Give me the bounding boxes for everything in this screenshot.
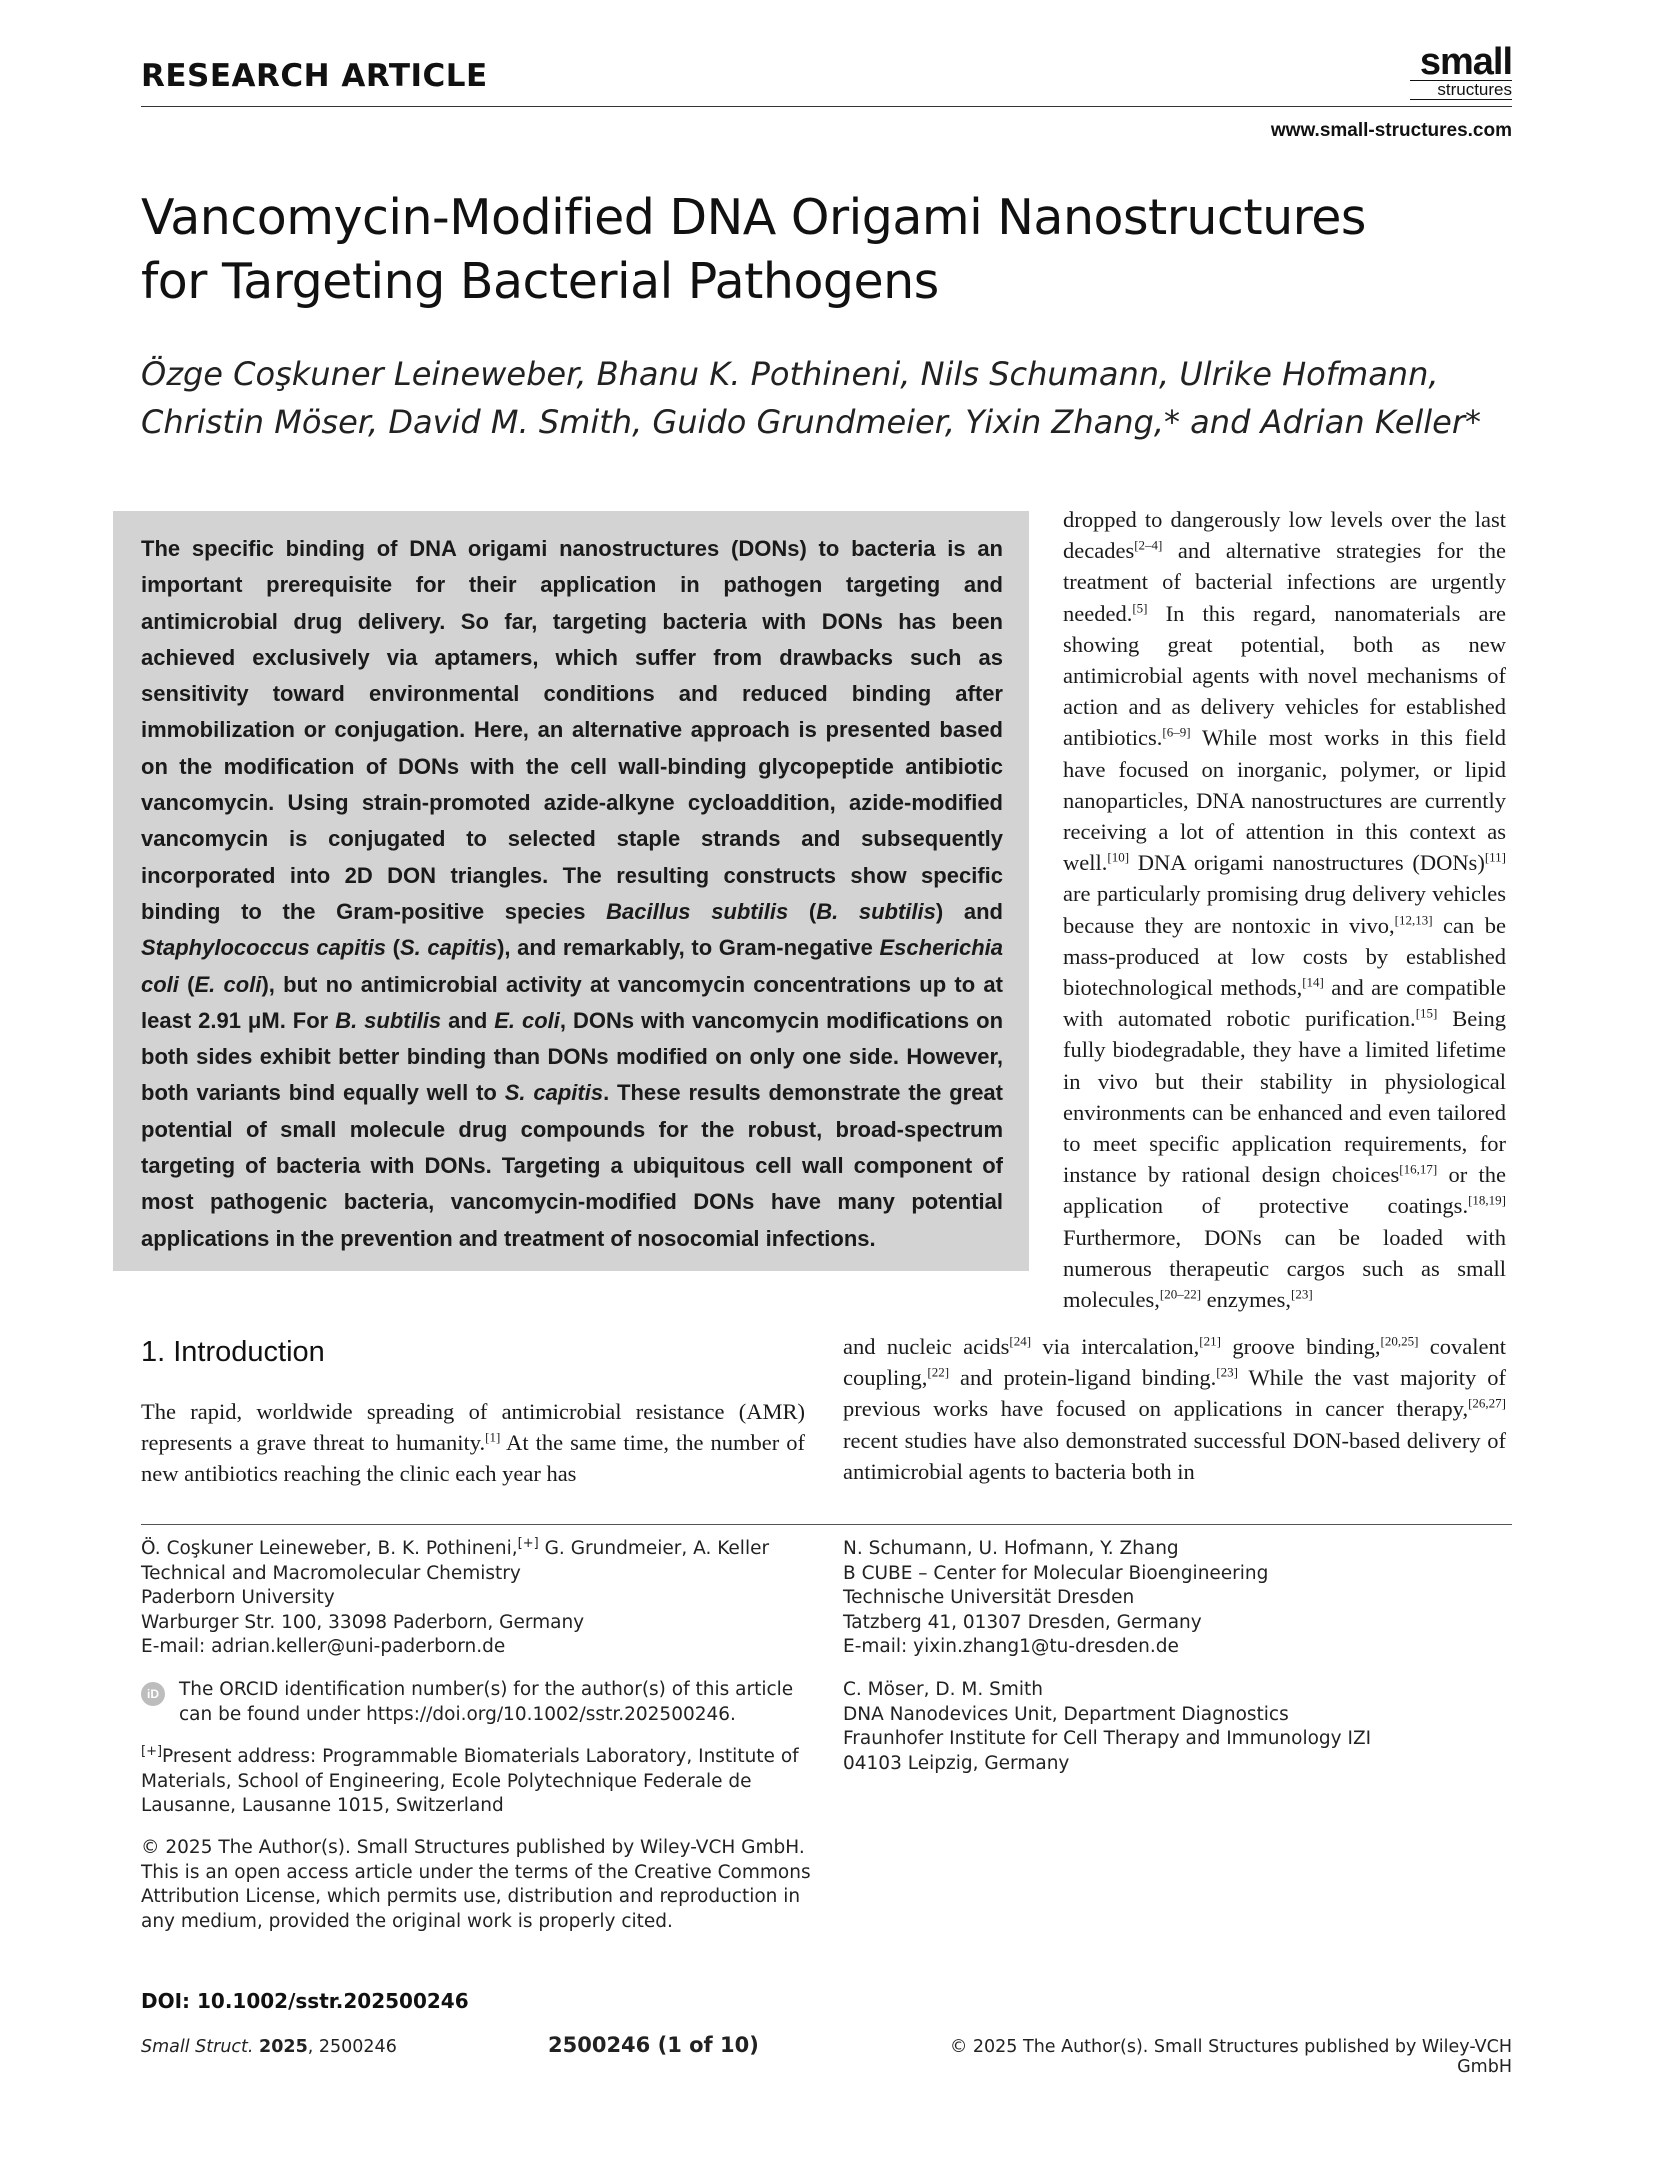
citation[interactable]: [22] (927, 1364, 950, 1380)
citation[interactable]: [14] (1302, 974, 1324, 990)
body-paragraph: dropped to dangerously low levels over the last decades[2–4] and alternative strategies for the treatment of bacterial infections are urgently needed.[5] In this regard, nanomaterials are showing great potential, both as new antimicrobial agents with novel mechanisms of action and as delivery vehicles for established antibiotics.[6–9] While most works in this field have focused on inorganic, polymer, or lipid nanoparticles, DNA nanostructures are currently receiving a lot of attention in this context as well.[10] DNA origami nanostructures (DONs)[11] are particularly promising drug delivery vehicles because they are nontoxic in vivo,[12,13] can be mass-produced at low costs by established biotechnological methods,[14] and are compatible with automated robotic purification.[15] Being fully biodegradable, they have a limited lifetime in vivo but their stability in physiological environments can be enhanced and even tailored to meet specific application requirements, for instance by rational design choices[16,17] or the application of protective coatings.[18,19] Furthermore, DONs can be loaded with numerous therapeutic cargos such as small molecules,[20–22] enzymes,[23] (1063, 507, 1506, 1313)
orcid-link[interactable]: can be found under https://doi.org/10.1002/sstr.202500246. (179, 1703, 736, 1725)
body-paragraph: and nucleic acids[24] via intercalation,[21] groove binding,[20,25] covalent coupling,[22] and protein-ligand binding.[23] While the vast majority of previous works have focused on applications in cancer therapy,[26,27] recent studies have also demonstrated successful DON-based delivery of antimicrobial agents to bacteria both in (843, 1333, 1507, 1484)
page-number: 2500246 (1 of 10) (548, 2033, 759, 2057)
affiliation-line: Paderborn University (141, 1587, 335, 1608)
license-line: Attribution License, which permits use, distribution and reproduction in (141, 1886, 801, 1907)
logo-small-text: small (1419, 41, 1512, 83)
article-title (141, 186, 1441, 314)
abstract (141, 531, 1003, 1257)
citation[interactable]: [24] (1009, 1333, 1032, 1349)
citation[interactable]: [5] (1132, 600, 1148, 616)
right-column-text-top (1063, 504, 1506, 1315)
affiliation-line: 04103 Leipzig, Germany (843, 1752, 1070, 1774)
orcid-line: The ORCID identification number(s) for the author(s) of this article (179, 1679, 794, 1700)
citation[interactable]: [6–9] (1162, 724, 1191, 740)
footer-citation: Small Struct. 2025, 2500246 (141, 2037, 397, 2057)
present-address-line: Materials, School of Engineering, Ecole Polytechnique Federale de (141, 1770, 752, 1792)
citation[interactable]: [21] (1199, 1333, 1221, 1349)
affiliation-line: DNA Nanodevices Unit, Department Diagnostics (843, 1703, 1289, 1725)
citation[interactable]: [12,13] (1394, 912, 1433, 928)
affiliation-rule (141, 1524, 1512, 1525)
email-link[interactable]: E-mail: yixin.zhang1@tu-dresden.de (843, 1636, 1179, 1657)
abstract-paragraph: The specific binding of DNA origami nanostructures (DONs) to bacteria is an important prerequisite for their application in pathogen targeting and antimicrobial drug delivery. So far, targeting bacteria with DONs has been achieved exclusively via aptamers, which suffer from drawbacks such as sensitivity toward environmental conditions and reduced binding after immobilization or conjugation. Here, an alternative approach is presented based on the modification of DONs with the cell wall-binding glycopeptide antibiotic vancomycin. Using strain-promoted azide-alkyne cycloaddition, azide-modified vancomycin is conjugated to selected staple strands and subsequently incorporated into 2D DON triangles. The resulting constructs show specific binding to the Gram-positive species Bacillus subtilis (B. subtilis) and Staphylococcus capitis (S. capitis), and remarkably, to Gram-negative Escherichia coli (E. coli), but no antimicrobial activity at vancomycin concentrations up to at least 2.91 μM. For B. subtilis and E. coli, DONs with vancomycin modifications on both sides exhibit better binding than DONs modified on only one side. However, both variants bind equally well to S. capitis. These results demonstrate the great potential of small molecule drug compounds for the robust, broad-spectrum targeting of bacteria with DONs. Targeting a ubiquitous cell wall component of most pathogenic bacteria, vancomycin-modified DONs have many potential applications in the prevention and treatment of nosocomial infections. (141, 536, 1004, 1251)
right-column-text-bottom (843, 1331, 1506, 1487)
introduction-text (141, 1396, 805, 1490)
citation[interactable]: [26,27] (1468, 1395, 1506, 1411)
citation[interactable]: [15] (1415, 1005, 1438, 1021)
authors-line-2: Christin Möser, David M. Smith, Guido Grundmeier, Yixin Zhang,* and Adrian Keller* (141, 403, 1482, 441)
citation[interactable]: [23] (1216, 1364, 1238, 1380)
affiliation-line: C. Möser, D. M. Smith (843, 1679, 1043, 1700)
citation[interactable]: [2–4] (1134, 537, 1163, 553)
email-link[interactable]: E-mail: adrian.keller@uni-paderborn.de (141, 1636, 506, 1657)
affiliation-line: Technische Universität Dresden (843, 1587, 1135, 1608)
present-address-line: [+]Present address: Programmable Biomaterials Laboratory, Institute of (141, 1743, 799, 1767)
journal-logo (1410, 41, 1512, 100)
affiliation-line: N. Schumann, U. Hofmann, Y. Zhang (843, 1538, 1179, 1559)
affiliation-line: Fraunhofer Institute for Cell Therapy and Immunology IZI (843, 1728, 1372, 1749)
body-paragraph: The rapid, worldwide spreading of antimicrobial resistance (AMR) represents a grave threat to humanity.[1] At the same time, the number of new antibiotics reaching the clinic each year has (141, 1399, 805, 1487)
citation[interactable]: [18,19] (1468, 1192, 1506, 1208)
header-rule (141, 106, 1512, 107)
license-line: © 2025 The Author(s). Small Structures published by Wiley-VCH GmbH. (141, 1837, 805, 1858)
affiliation-paderborn (141, 1537, 821, 1660)
orcid-icon: iD (141, 1682, 165, 1706)
section-heading-introduction: 1. Introduction (141, 1336, 325, 1368)
title-line-1: Vancomycin-Modified DNA Origami Nanostructures (141, 189, 1366, 246)
doi[interactable]: DOI: 10.1002/sstr.202500246 (141, 1989, 469, 2013)
citation[interactable]: [1] (485, 1429, 501, 1445)
affiliation-line: Tatzberg 41, 01307 Dresden, Germany (843, 1611, 1202, 1633)
license-line: This is an open access article under the terms of the Creative Commons (141, 1861, 811, 1883)
affiliation-dresden (843, 1537, 1513, 1660)
affiliation-leipzig (843, 1678, 1513, 1776)
affiliation-line: Technical and Macromolecular Chemistry (141, 1562, 521, 1584)
present-address (141, 1745, 821, 1819)
logo-structures-text: structures (1410, 80, 1512, 100)
section-label: RESEARCH ARTICLE (141, 58, 488, 94)
author-list (141, 350, 1521, 446)
journal-url[interactable]: www.small-structures.com (1270, 120, 1512, 141)
license-line: any medium, provided the original work is properly cited. (141, 1910, 673, 1932)
citation[interactable]: [20,25] (1380, 1333, 1419, 1349)
authors-line-1: Özge Coşkuner Leineweber, Bhanu K. Pothineni, Nils Schumann, Ulrike Hofmann, (141, 355, 1439, 393)
affiliation-line: Warburger Str. 100, 33098 Paderborn, Germany (141, 1611, 585, 1633)
footer-copyright: © 2025 The Author(s). Small Structures published by Wiley-VCH GmbH (949, 2037, 1512, 2077)
citation[interactable]: [20–22] (1159, 1286, 1202, 1302)
citation[interactable]: [10] (1107, 849, 1130, 865)
affiliation-line: Ö. Coşkuner Leineweber, B. K. Pothineni,[+] G. Grundmeier, A. Keller (141, 1535, 770, 1559)
citation[interactable]: [16,17] (1399, 1161, 1438, 1177)
citation[interactable]: [23] (1291, 1286, 1313, 1302)
citation[interactable]: [11] (1484, 849, 1506, 865)
orcid-note (141, 1678, 821, 1727)
title-line-2: for Targeting Bacterial Pathogens (141, 253, 939, 310)
present-address-line: Lausanne, Lausanne 1015, Switzerland (141, 1795, 504, 1816)
license-note (141, 1836, 821, 1934)
affiliation-line: B CUBE – Center for Molecular Bioengineering (843, 1562, 1269, 1584)
